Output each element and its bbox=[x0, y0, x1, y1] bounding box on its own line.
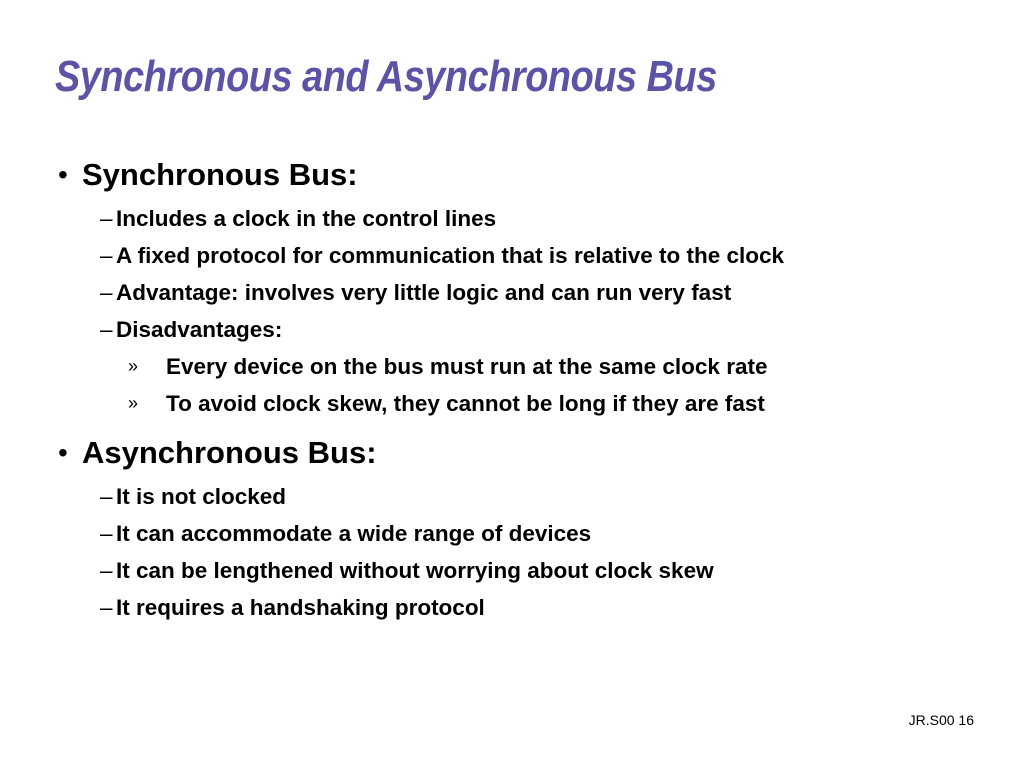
list-item bbox=[58, 589, 998, 626]
bullet-heading: Synchronous Bus: bbox=[82, 157, 358, 192]
list-item bbox=[58, 200, 998, 237]
list-item-text: It can accommodate a wide range of devices bbox=[116, 521, 592, 546]
bullet-asynchronous-bus bbox=[58, 428, 998, 478]
bullet-marker: • bbox=[58, 159, 68, 190]
list-item-text: Disadvantages: bbox=[116, 317, 283, 342]
dash-marker: – bbox=[100, 558, 113, 583]
slide-title: Synchronous and Asynchronous Bus bbox=[55, 52, 717, 101]
dash-marker: – bbox=[100, 206, 113, 231]
list-item-text: It can be lengthened without worrying about clock skew bbox=[116, 558, 714, 583]
list-item bbox=[58, 311, 998, 348]
sub-list-item bbox=[58, 348, 998, 385]
list-item bbox=[58, 515, 998, 552]
dash-marker: – bbox=[100, 595, 113, 620]
dash-marker: – bbox=[100, 280, 113, 305]
list-item-text: It requires a handshaking protocol bbox=[116, 595, 485, 620]
list-item bbox=[58, 478, 998, 515]
dash-marker: – bbox=[100, 484, 113, 509]
list-item-text: A fixed protocol for communication that is relative to the clock bbox=[116, 243, 785, 268]
slide-footer: JR.S00 16 bbox=[908, 712, 974, 728]
list-item bbox=[58, 274, 998, 311]
list-item bbox=[58, 552, 998, 589]
dash-marker: – bbox=[100, 521, 113, 546]
list-item-text: Advantage: involves very little logic and can run very fast bbox=[116, 280, 732, 305]
bullet-heading: Asynchronous Bus: bbox=[82, 435, 377, 470]
chevron-marker: » bbox=[128, 393, 139, 413]
sub-list-item-text: Every device on the bus must run at the same clock rate bbox=[166, 354, 768, 379]
dash-marker: – bbox=[100, 243, 113, 268]
slide-body bbox=[58, 150, 998, 626]
sub-list-item bbox=[58, 385, 998, 422]
list-item bbox=[58, 237, 998, 274]
bullet-marker: • bbox=[58, 437, 68, 468]
dash-marker: – bbox=[100, 317, 113, 342]
sub-list-item-text: To avoid clock skew, they cannot be long if they are fast bbox=[166, 391, 765, 416]
list-item-text: Includes a clock in the control lines bbox=[116, 206, 497, 231]
chevron-marker: » bbox=[128, 356, 139, 376]
bullet-synchronous-bus bbox=[58, 150, 998, 200]
list-item-text: It is not clocked bbox=[116, 484, 287, 509]
